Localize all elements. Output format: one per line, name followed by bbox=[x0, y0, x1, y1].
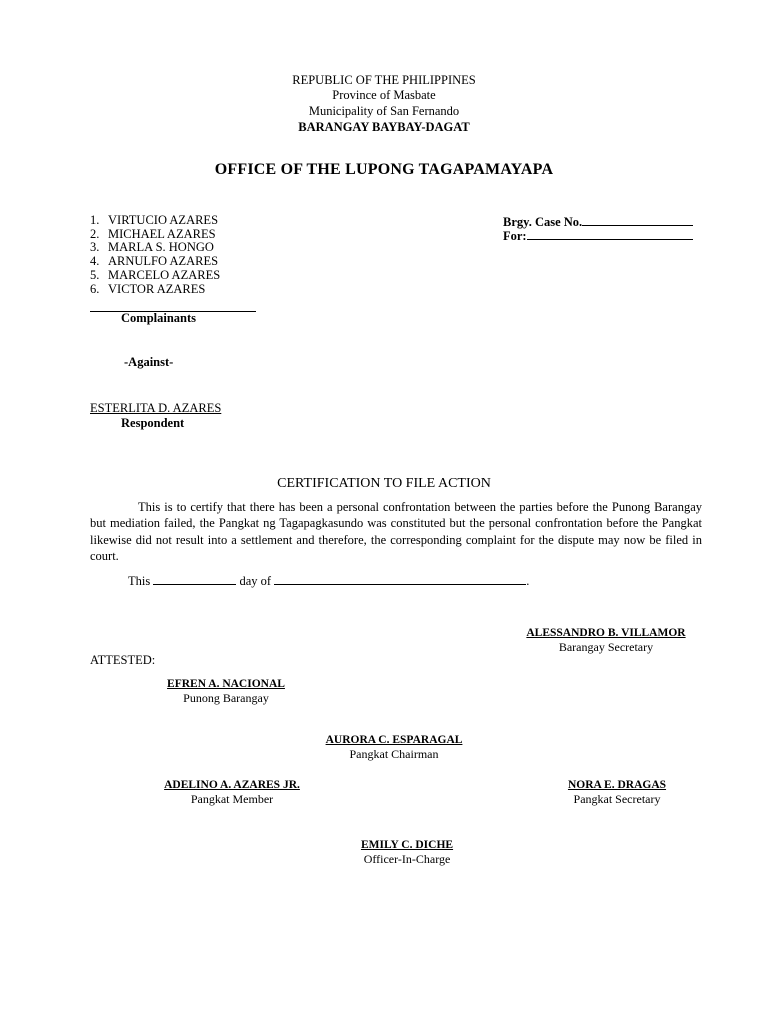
punong-signature bbox=[146, 677, 306, 705]
list-item: 6. VICTOR AZARES bbox=[90, 281, 206, 296]
pangkat-secretary-signature bbox=[547, 778, 687, 806]
month-year-blank bbox=[274, 574, 526, 585]
complainants-list bbox=[90, 214, 220, 296]
secretary-title: Barangay Secretary bbox=[558, 640, 654, 654]
attested-label: ATTESTED: bbox=[90, 653, 156, 667]
chairman-signature bbox=[304, 733, 484, 761]
case-for-blank bbox=[527, 229, 693, 240]
date-line: This day of . bbox=[128, 574, 530, 588]
list-item: 1. VIRTUCIO AZARES bbox=[90, 213, 219, 227]
list-item: 3. MARLA S. HONGO bbox=[90, 240, 214, 255]
member-title: Pangkat Member bbox=[190, 792, 274, 806]
oic-name: EMILY C. DICHE bbox=[360, 839, 454, 851]
punong-title: Punong Barangay bbox=[183, 691, 269, 705]
municipality-heading: Municipality of San Fernando bbox=[308, 104, 460, 118]
secretary-name: ALESSANDRO B. VILLAMOR bbox=[526, 627, 686, 639]
case-for-row: For: bbox=[503, 229, 693, 243]
member-signature bbox=[137, 778, 327, 806]
respondent-label: Respondent bbox=[121, 416, 185, 430]
certification-title: CERTIFICATION TO FILE ACTION bbox=[277, 476, 491, 491]
chairman-name: AURORA C. ESPARAGAL bbox=[325, 734, 463, 746]
day-blank bbox=[153, 574, 236, 585]
barangay-heading: BARANGAY BAYBAY-DAGAT bbox=[298, 120, 470, 134]
punong-name: EFREN A. NACIONAL bbox=[167, 678, 285, 690]
pangkat-secretary-name: NORA E. DRAGAS bbox=[567, 779, 667, 791]
oic-signature bbox=[327, 838, 487, 866]
complainants-label: Complainants bbox=[121, 311, 197, 325]
respondent-name: ESTERLITA D. AZARES bbox=[90, 401, 222, 415]
pangkat-secretary-title: Pangkat Secretary bbox=[573, 792, 661, 806]
republic-heading: REPUBLIC OF THE PHILIPPINES bbox=[292, 73, 476, 87]
list-item: 4. ARNULFO AZARES bbox=[90, 254, 219, 269]
member-name: ADELINO A. AZARES JR. bbox=[164, 779, 300, 791]
certification-body: This is to certify that there has been a personal confrontation between the parties before the Punong Barangay but mediation failed, the Pangkat ng Tagapagkasundo was constituted but the personal confrontation before the Pangkat likewise did not result into a settlement and therefore, the corresponding complaint for the dispute may now be filed in court. bbox=[90, 500, 702, 564]
case-number-blank bbox=[582, 215, 693, 226]
secretary-signature bbox=[504, 626, 708, 654]
case-number-row: Brgy. Case No. bbox=[503, 215, 693, 229]
province-heading: Province of Masbate bbox=[332, 88, 436, 102]
list-item: 2. MICHAEL AZARES bbox=[90, 226, 216, 241]
office-title: OFFICE OF THE LUPONG TAGAPAMAYAPA bbox=[214, 161, 554, 178]
list-item: 5. MARCELO AZARES bbox=[90, 267, 221, 282]
oic-title: Officer-In-Charge bbox=[363, 852, 451, 866]
chairman-title: Pangkat Chairman bbox=[349, 747, 439, 761]
against-label: -Against- bbox=[124, 355, 174, 369]
